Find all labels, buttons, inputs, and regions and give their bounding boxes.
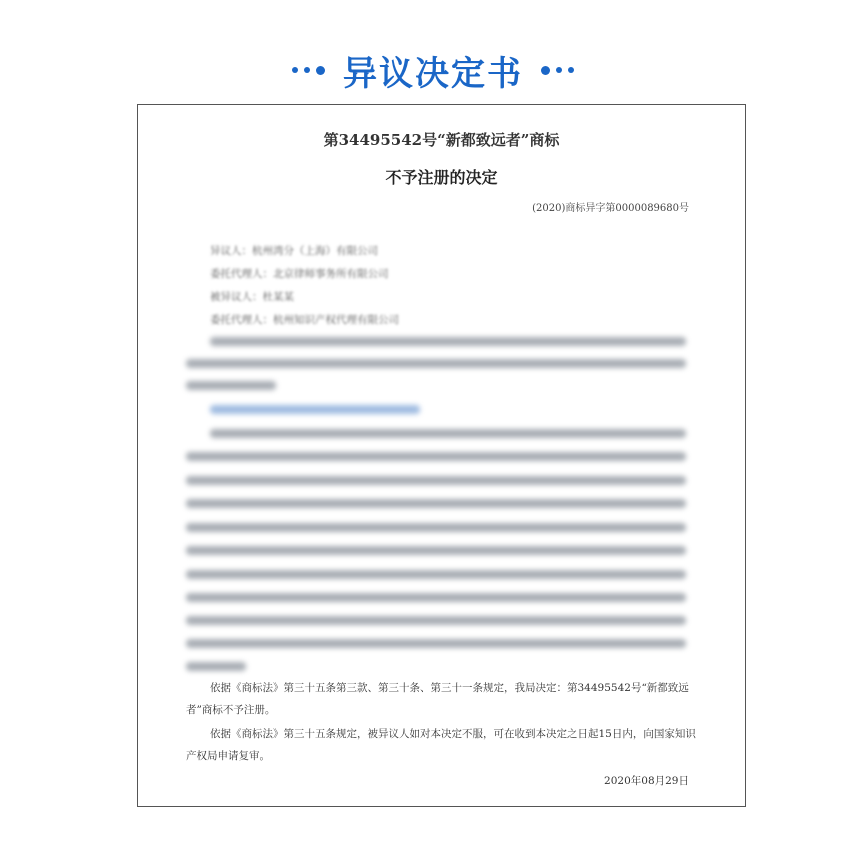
conclusion-paragraph-2: 依据《商标法》第三十五条规定，被异议人如对本决定不服，可在收到本决定之日起15日内，向国家知识产权局申请复审。 (186, 728, 696, 762)
page-title: 异议决定书 (343, 53, 523, 94)
conclusion-paragraph-1: 依据《商标法》第三十五条第三款、第三十条、第三十一条规定，我局决定：第34495542号“新都致远者”商标不予注册。 (186, 682, 689, 716)
right-dots-decoration (541, 66, 574, 75)
document-heading-line1: 第34495542号“新都致远者”商标 (323, 131, 560, 149)
document-number: (2020)商标异字第0000089680号 (532, 203, 689, 214)
party-opposed-agent: 委托代理人：杭州知识产权代理有限公司 (210, 314, 399, 326)
party-opponent-agent: 委托代理人：北京律师事务所有限公司 (210, 268, 389, 280)
page-header (0, 40, 866, 100)
left-dots-decoration (292, 66, 325, 75)
party-opponent: 异议人：杭州湾分（上海）有限公司 (210, 245, 378, 257)
document-paper (137, 104, 746, 807)
party-opposed: 被异议人：杜某某 (210, 291, 294, 303)
document-heading-line2: 不予注册的决定 (385, 168, 498, 187)
document-date: 2020年08月29日 (604, 775, 689, 787)
